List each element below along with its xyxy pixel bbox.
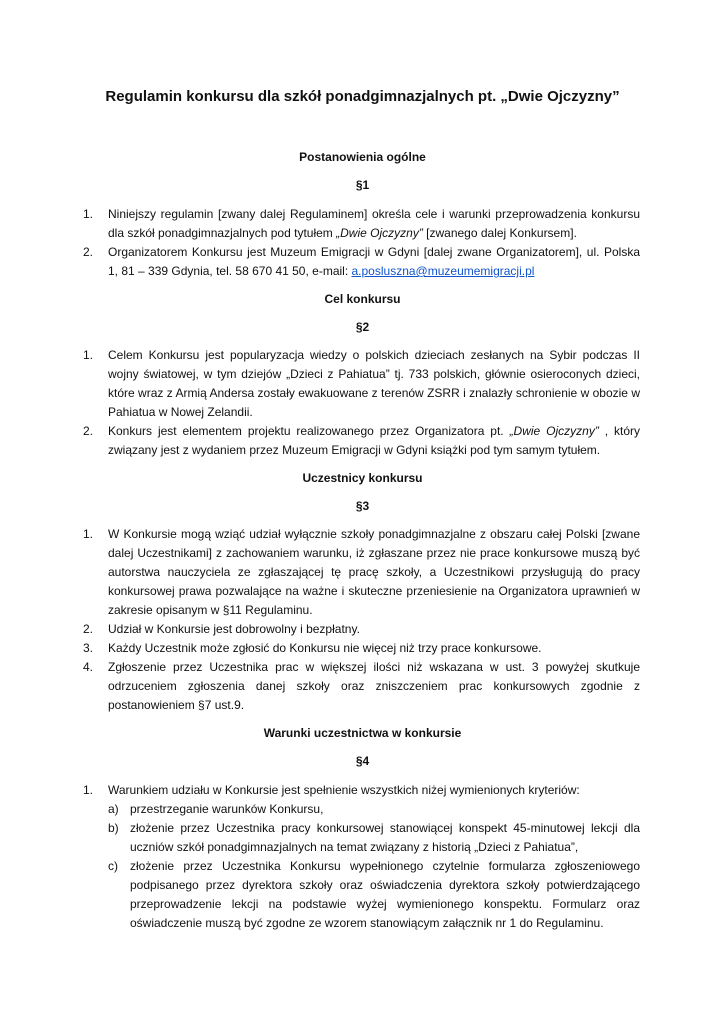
- sub-item-text: przestrzeganie warunków Konkursu,: [130, 802, 324, 816]
- item-number: 2.: [83, 424, 94, 438]
- item-text: Każdy Uczestnik może zgłosić do Konkursu nie więcej niż trzy prace konkursowe.: [108, 641, 542, 655]
- item-text: Udział w Konkursie jest dobrowolny i bezpłatny.: [108, 622, 360, 636]
- sub-list-item: [108, 857, 640, 933]
- paragraph-number-3: §3: [355, 499, 370, 513]
- paragraph-number-2: §2: [355, 320, 370, 334]
- sub-item-letter: a): [108, 802, 119, 816]
- item-number: 4.: [83, 660, 94, 674]
- list-item: [83, 525, 640, 620]
- section-heading-warunki: Warunki uczestnictwa w konkursie: [263, 726, 462, 740]
- item-text: [108, 422, 640, 460]
- email-link[interactable]: a.posluszna@muzeumemigracji.pl: [351, 264, 535, 278]
- item-text: [108, 243, 640, 281]
- paragraph-number-1: §1: [355, 178, 370, 192]
- item-number: 2.: [83, 622, 94, 636]
- item-number: 1.: [83, 348, 94, 362]
- item-text-part: Organizatorem Konkursu jest Muzeum Emigracji w Gdyni [dalej zwane Organizatorem], ul. Polska 1, 81 – 339 Gdynia, tel. 58 670 41 50, e-mail:: [108, 245, 640, 278]
- document-title: Regulamin konkursu dla szkół ponadgimnazjalnych pt. „Dwie Ojczyzny”: [105, 88, 620, 105]
- item-number: 3.: [83, 641, 94, 655]
- section-4-list: [83, 781, 640, 933]
- item-number: 1.: [83, 207, 94, 221]
- item-number: 1.: [83, 783, 94, 797]
- item-text: Warunkiem udziału w Konkursie jest spełnienie wszystkich niżej wymienionych kryteriów:: [108, 783, 580, 797]
- section-heading-cel: Cel konkursu: [324, 292, 401, 306]
- item-text: W Konkursie mogą wziąć udział wyłącznie szkoły ponadgimnazjalne z obszaru całej Polski [zwane dalej Uczestnikami] z zachowaniem warunku, iż zgłaszane przez nie prace konkursowe muszą być autorstwa nauczyciela ze zgłaszającej tę pracę szkoły, a Uczestnikowi przysługują do pracy konkursowej prawa pozwalające na ważne i skuteczne przeniesienie na Organizatora uprawnień w zakresie opisanym w §11 Regulaminu.: [108, 527, 640, 617]
- sub-list-item: [108, 800, 640, 819]
- paragraph-number-4: §4: [355, 754, 370, 768]
- section-1-list: [83, 205, 640, 281]
- item-number: 2.: [83, 245, 94, 259]
- list-item: [83, 639, 640, 658]
- section-heading-uczestnicy: Uczestnicy konkursu: [302, 471, 423, 485]
- sub-list-item: [108, 819, 640, 857]
- item-text: [108, 205, 640, 243]
- section-heading-postanowienia: Postanowienia ogólne: [299, 150, 426, 164]
- section-3-list: [83, 525, 640, 715]
- item-text-part: [zwanego dalej Konkursem].: [422, 226, 577, 240]
- sub-item-text: złożenie przez Uczestnika Konkursu wypełnionego czytelnie formularza zgłoszeniowego podpisanego przez dyrektora szkoły oraz oświadczenia dyrektora szkoły potwierdzającego przeprowadzenie lekcji na podstawie wyżej wymienionego konspektu. Formularz oraz oświadczenie muszą być zgodne ze wzorem stanowiącym załącznik nr 1 do Regulaminu.: [130, 859, 640, 930]
- item-text: Celem Konkursu jest popularyzacja wiedzy o polskich dzieciach zesłanych na Sybir podczas II wojny światowej, w tym dziejów „Dzieci z Pahiatua” tj. 733 polskich, głównie osieroconych dzieci, które wraz z Armią Andersa zostały ewakuowane z terenów ZSRR i znalazły schronienie w obozie w Pahiatua w Nowej Zelandii.: [108, 348, 640, 419]
- item-text: Zgłoszenie przez Uczestnika prac w większej ilości niż wskazana w ust. 3 powyżej skutkuje odrzuceniem zgłoszenia danej szkoły oraz zniszczeniem prac konkursowych zgodnie z postanowieniem §7 ust.9.: [108, 660, 640, 712]
- list-item: [83, 346, 640, 422]
- item-text-italic: „Dwie Ojczyzny”: [509, 424, 599, 438]
- section-2-list: [83, 346, 640, 460]
- sub-item-letter: b): [108, 821, 119, 835]
- item-text-part: Niniejszy regulamin [zwany dalej Regulaminem] określa cele i warunki przeprowadzenia konkursu dla szkół ponadgimnazjalnych pod tytułem: [108, 207, 640, 240]
- list-item: [83, 422, 640, 460]
- item-text-part: , który związany jest z wydaniem przez Muzeum Emigracji w Gdyni książki pod tym samym tytułem.: [108, 424, 641, 457]
- list-item: [83, 658, 640, 715]
- list-item: [83, 781, 640, 800]
- list-item: [83, 620, 640, 639]
- list-item: [83, 243, 640, 281]
- sub-item-text: złożenie przez Uczestnika pracy konkursowej stanowiącej konspekt 45-minutowej lekcji dla uczniów szkół ponadgimnazjalnych na temat związany z historią „Dzieci z Pahiatua”,: [130, 821, 640, 854]
- item-text-part: Konkurs jest elementem projektu realizowanego przez Organizatora pt.: [108, 424, 510, 438]
- item-text-italic: „Dwie Ojczyzny”: [336, 226, 423, 240]
- sub-list: [83, 800, 640, 933]
- list-item: [83, 205, 640, 243]
- sub-item-letter: c): [108, 859, 118, 873]
- item-number: 1.: [83, 527, 94, 541]
